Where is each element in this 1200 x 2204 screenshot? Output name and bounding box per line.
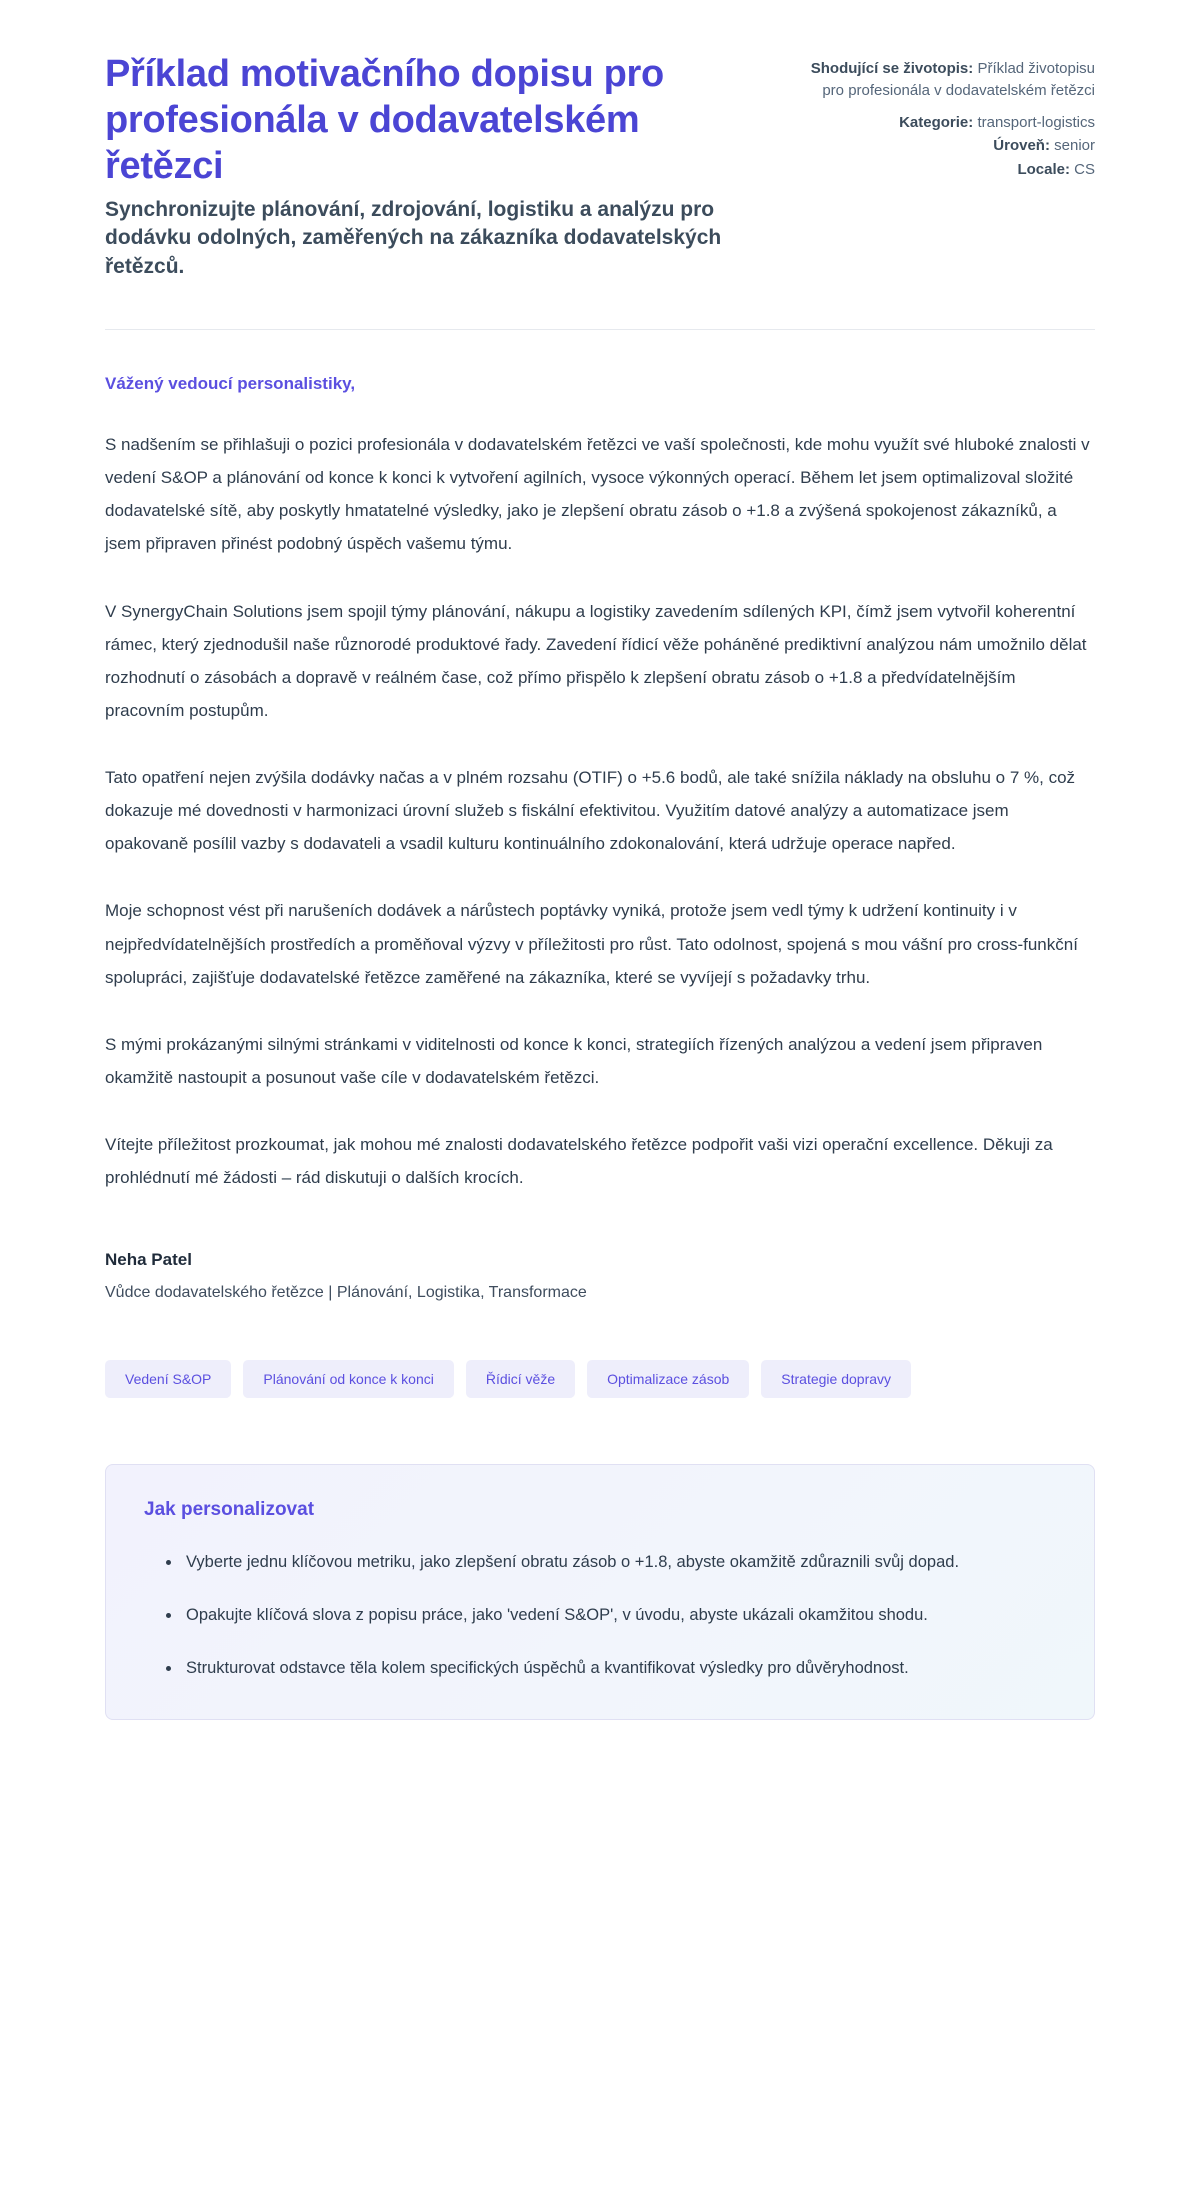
signature-role: Vůdce dodavatelského řetězce | Plánování, Logistika, Transformace [105,1284,587,1302]
skill-tag[interactable]: Řídicí věže [466,1360,575,1398]
callout-tip-item: Vyberte jednu klíčovou metriku, jako zlepšení obratu zásob o +1.8, abyste okamžitě zdůraznili svůj dopad. [166,1547,1056,1578]
meta-level [795,135,1095,157]
meta-locale-label: Locale: [1017,161,1070,178]
letter-salutation: Vážený vedoucí personalistiky, [105,373,356,393]
skill-tag[interactable]: Vedení S&OP [105,1360,231,1398]
header-title-block [105,52,745,281]
callout-title: Jak personalizovat [144,1499,315,1521]
skill-tag-list [105,1302,1095,1398]
callout-tip-item: Opakujte klíčová slova z popisu práce, jako 'vedení S&OP', v úvodu, abyste ukázali okamžitou shodu. [166,1600,1056,1631]
meta-matching-resume-value: Příklad životopisu pro profesionála v dodavatelském řetězci [822,60,1095,99]
letter-paragraph: Moje schopnost vést při narušeních dodávek a nárůstech poptávky vyniká, protože jsem vedl týmy k udržení kontinuity i v nejpředvídatelnějších prostředích a proměňoval výzvy v příležitosti pro růst. Tato odolnost, spojená s mou vášní pro cross-funkční spolupráci, zajišťuje dodavatelské řetězce zaměřené na zákazníka, které se vyvíjejí s požadavky trhu. [105,901,1078,987]
letter-paragraph: Tato opatření nejen zvýšila dodávky načas a v plném rozsahu (OTIF) o +5.6 bodů, ale také snížila náklady na obsluhu o 7 %, což dokazuje mé dovednosti v harmonizaci úrovní služeb s fiskální efektivitou. Využitím datové analýzy a automatizace jsem opakovaně posílil vazby s dodavateli a vsadil kulturu kontinuálního zdokonalování, která udržuje operace napřed. [105,768,1076,854]
letter-body [105,330,1095,1195]
signature-block [105,1228,1095,1302]
meta-category-label: Kategorie: [899,113,974,131]
callout-tip-list [144,1547,1056,1683]
page-subtitle: Synchronizujte plánování, zdrojování, logistiku a analýzu pro dodávku odolných, zaměřených na zákazníka dodavatelských řetězců. [105,197,722,278]
meta-matching-resume-label: Shodující se životopis: [810,60,974,77]
letter-paragraph: S mými prokázanými silnými stránkami v viditelnosti od konce k konci, strategiích řízených analýzou a vedení jsem připraven okamžitě nastoupit a posunout vaše cíle v dodavatelském řetězci. [105,1034,1043,1088]
page-title: Příklad motivačního dopisu pro profesionála v dodavatelském řetězci [105,53,664,187]
letter-paragraph: V SynergyChain Solutions jsem spojil týmy plánování, nákupu a logistiky zavedením sdílených KPI, čímž jsem vytvořil koherentní rámec, který zjednodušil naše různorodé produktové řady. Zavedení řídicí věže poháněné prediktivní analýzou nám umožnilo dělat rozhodnutí o zásobách a dopravě v reálném čase, což přímo přispělo k zlepšení obratu zásob o +1.8 a předvídatelnějším pracovním postupům. [105,601,1087,720]
skill-tag[interactable]: Strategie dopravy [761,1360,911,1398]
meta-level-value: senior [1054,137,1095,155]
document-metadata [795,52,1095,183]
meta-level-label: Úroveň: [993,137,1050,155]
meta-matching-resume [795,58,1095,102]
meta-locale [795,159,1095,181]
meta-category-value: transport-logistics [977,113,1095,131]
meta-locale-value: CS [1074,161,1095,178]
signature-name: Neha Patel [105,1250,192,1270]
skill-tag[interactable]: Plánování od konce k konci [243,1360,453,1398]
meta-category [795,112,1095,134]
page-header [105,0,1095,281]
how-to-personalize-callout [105,1464,1095,1720]
skill-tag[interactable]: Optimalizace zásob [587,1360,749,1398]
callout-tip-item: Strukturovat odstavce těla kolem specifických úspěchů a kvantifikovat výsledky pro důvěryhodnost. [166,1653,1056,1684]
letter-paragraph: Vítejte příležitost prozkoumat, jak mohou mé znalosti dodavatelského řetězce podpořit vaši vizi operační excellence. Děkuji za prohlédnutí mé žádosti – rád diskutuji o dalších krocích. [105,1135,1053,1188]
letter-paragraph: S nadšením se přihlašuji o pozici profesionála v dodavatelském řetězci ve vaší společnosti, kde mohu využít své hluboké znalosti v vedení S&OP a plánování od konce k konci k vytvoření agilních, vysoce výkonných operací. Během let jsem optimalizoval složité dodavatelské sítě, aby poskytly hmatatelné výsledky, jako je zlepšení obratu zásob o +1.8 a zvýšená spokojenost zákazníků, a jsem připraven přinést podobný úspěch vašemu týmu. [105,434,1090,554]
